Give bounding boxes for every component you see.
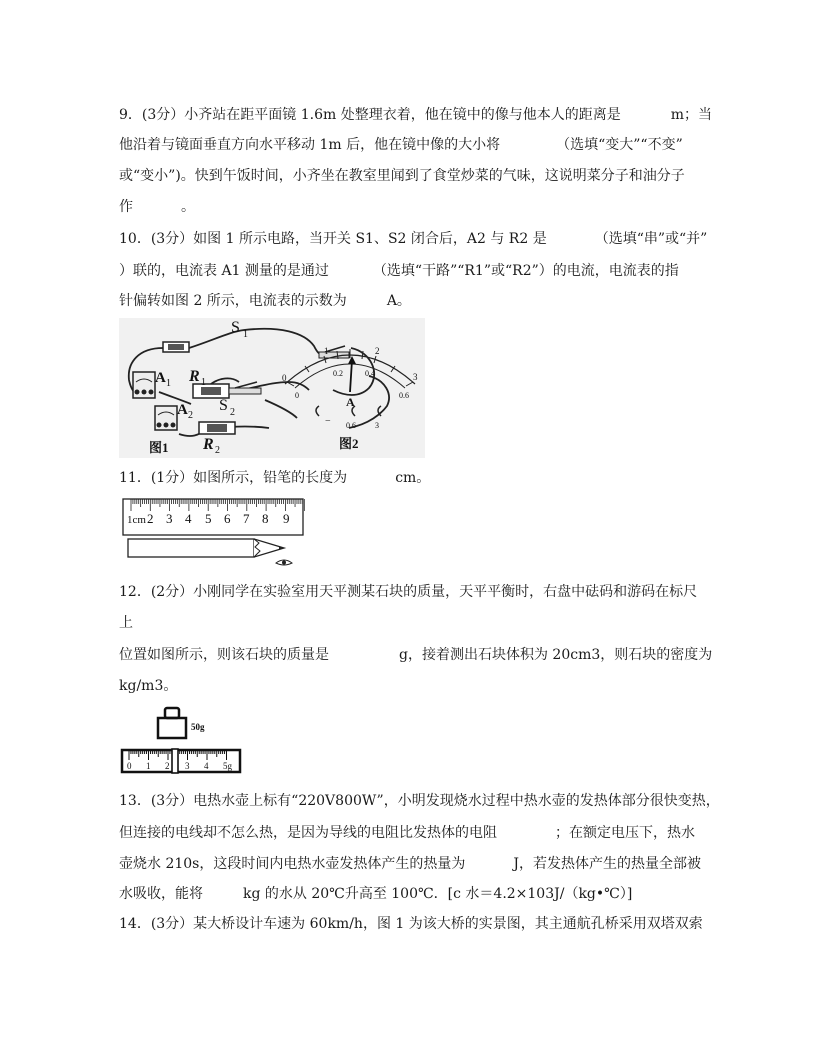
scale-label: 0 <box>127 761 132 771</box>
q14-line-1 <box>119 915 703 933</box>
q10-text: ）联的，电流表 A1 测量的是通过 <box>119 263 329 279</box>
q13-text: J，若发热体产生的热量全部被 <box>513 856 701 872</box>
ruler-pencil-figure <box>119 495 305 567</box>
q11-text: 11．(1分）如图所示，铅笔的长度为 <box>119 470 348 486</box>
s2-subscript: 2 <box>230 407 235 418</box>
q14-text: 14．(3分）某大桥设计车速为 60km/h，图 1 为该大桥的实景图，其主通航孔桥采用双塔双索 <box>119 916 703 932</box>
a1-label: A <box>155 370 166 386</box>
q13-line-3 <box>119 855 701 873</box>
r2-label: R <box>203 436 214 453</box>
figure-2-caption: 图2 <box>339 436 359 451</box>
q10-text: 针偏转如图 2 所示，电流表的示数为 <box>119 293 347 309</box>
r2-subscript: 2 <box>215 445 220 456</box>
q10-text: 10．(3分）如图 1 所示电路，当开关 S1、S2 闭合后，A2 与 R2 是 <box>119 231 547 247</box>
ruler-label: 9 <box>283 511 290 526</box>
q9-line-2 <box>119 136 683 154</box>
q10-text: A。 <box>386 293 411 309</box>
r1-subscript: 1 <box>201 377 206 388</box>
inner-tick-label: 0 <box>295 391 299 400</box>
q13-text: 但连接的电线却不怎么热，是因为导线的电阻比发热体的电阻 <box>119 825 497 841</box>
a2-label: A <box>177 402 188 418</box>
q9-text: （选填“变大”“不变” <box>556 137 683 153</box>
outer-tick-label: 1 <box>324 346 329 356</box>
q12-line-1 <box>119 583 697 601</box>
q9-text: 作 <box>119 199 133 215</box>
q13-text: 壶烧水 210s，这段时间内电热水壶发热体产生的热量为 <box>119 856 466 872</box>
weight-label: 50g <box>191 722 205 732</box>
s1-subscript: 1 <box>243 329 248 340</box>
pencil <box>128 539 284 557</box>
a2-subscript: 2 <box>188 410 193 421</box>
ruler-labels <box>127 511 290 526</box>
scale-label: 1 <box>146 761 151 771</box>
outer-tick-label: 3 <box>413 372 418 382</box>
ruler-label: 2 <box>147 511 154 526</box>
q13-line-2 <box>119 824 695 842</box>
ruler-label: 3 <box>166 511 173 526</box>
ruler-label: 8 <box>262 511 269 526</box>
q12-line-2 <box>119 614 133 632</box>
ruler-label: 6 <box>224 511 231 526</box>
q12-text: kg/m3。 <box>119 678 178 694</box>
q11-text: cm。 <box>395 470 431 486</box>
q9-line-3 <box>119 167 685 185</box>
inner-tick-label: 0.2 <box>333 369 343 378</box>
weight-icon <box>158 708 205 738</box>
dial-unit-label: A <box>346 395 355 409</box>
q12-text: 12．(2分）小刚同学在实验室用天平测某石块的质量，天平平衡时，右盘中砝码和游码在标尺 <box>119 584 698 600</box>
q11-line-1 <box>119 469 430 487</box>
s2-label: S <box>219 397 228 414</box>
q13-text: 13．(3分）电热水壶上标有“220V800W”，小明发现烧水过程中热水壶的发热体部分很快变热， <box>119 793 720 809</box>
q10-text: （选填“串”或“并” <box>594 231 708 247</box>
inner-tick-label: 0.4 <box>365 369 375 378</box>
ruler-label: 1cm <box>127 514 146 526</box>
q10-line-2 <box>119 262 679 280</box>
q12-text: g，接着测出石块体积为 20cm3，则石块的密度为 <box>399 647 713 663</box>
q13-text: kg 的水从 20℃升高至 100℃．[c 水＝4.2×103J/（kg•℃）] <box>243 886 633 902</box>
q9-text: 。 <box>181 199 195 215</box>
balance-scale-figure <box>119 700 243 778</box>
q12-line-3 <box>119 646 712 664</box>
scale-label: 2 <box>165 761 170 771</box>
scale-label: 4 <box>204 761 209 771</box>
q9-text: m；当 <box>670 107 712 123</box>
outer-tick-label: 2 <box>375 346 380 356</box>
eye-icon <box>276 560 292 565</box>
outer-tick-label: 0 <box>282 373 287 383</box>
scale-label: 3 <box>185 761 190 771</box>
q13-text: ；在额定电压下，热水 <box>555 825 695 841</box>
q9-line-4 <box>119 198 195 216</box>
q12-line-4 <box>119 677 177 695</box>
q13-line-4 <box>119 885 632 903</box>
q10-line-3 <box>119 292 411 310</box>
terminal-label: 0.6 <box>346 421 356 430</box>
q10-text: （选填“干路”“R1”或“R2”）的电流，电流表的指 <box>372 263 679 279</box>
s1-label: S <box>231 319 240 336</box>
q9-line-1 <box>119 106 712 124</box>
q10-line-1 <box>119 230 707 248</box>
ruler-label: 5 <box>205 511 212 526</box>
q9-text: 或“变小”)。快到午饭时间，小齐坐在教室里闻到了食堂炒菜的气味，这说明菜分子和油分子 <box>119 168 685 184</box>
terminal-label: − <box>325 416 331 427</box>
q13-line-1 <box>119 792 720 810</box>
q9-text: 他沿着与镜面垂直方向水平移动 1m 后，他在镜中像的大小将 <box>119 137 501 153</box>
figure-1-caption: 图1 <box>149 440 169 455</box>
q9-text: 9．(3分）小齐站在距平面镜 1.6m 处整理衣着，他在镜中的像与他本人的距离是 <box>119 107 621 123</box>
scale-label: 5g <box>223 761 232 771</box>
terminal-label: 3 <box>375 421 379 430</box>
q12-text: 位置如图所示，则该石块的质量是 <box>119 647 329 663</box>
q13-text: 水吸收，能将 <box>119 886 203 902</box>
inner-tick-label: 0.6 <box>399 391 409 400</box>
r1-label: R <box>189 368 200 385</box>
ruler-label: 4 <box>185 511 192 526</box>
circuit-figure <box>119 318 425 458</box>
a1-subscript: 1 <box>166 378 171 389</box>
q12-text: 上 <box>119 615 133 631</box>
scale-rider <box>172 749 178 773</box>
ruler-label: 7 <box>243 511 250 526</box>
